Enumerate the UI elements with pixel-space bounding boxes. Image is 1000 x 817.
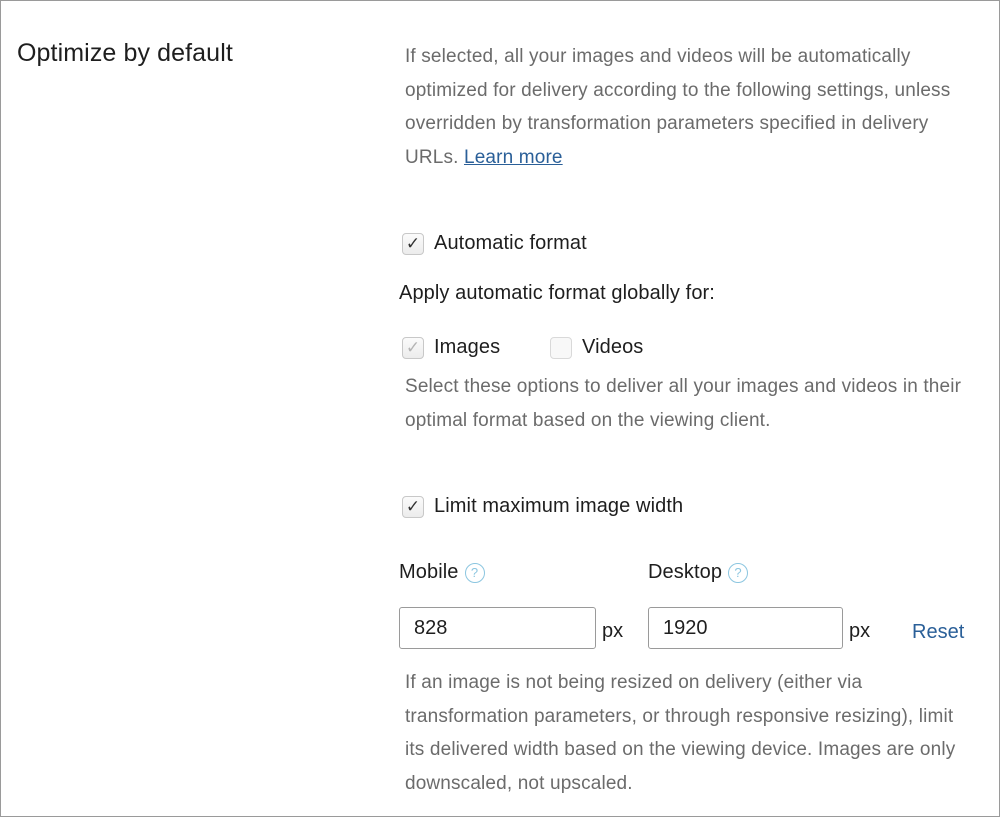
help-icon[interactable]: ?: [465, 563, 485, 583]
mobile-unit-label: px: [602, 620, 624, 642]
images-checkbox[interactable]: [402, 337, 424, 359]
apply-format-label: Apply automatic format globally for:: [399, 282, 715, 304]
limit-width-label[interactable]: Limit maximum image width: [434, 495, 684, 517]
help-icon[interactable]: ?: [728, 563, 748, 583]
mobile-label: Mobile: [399, 561, 459, 583]
mobile-label-row: [399, 561, 485, 584]
learn-more-link[interactable]: Learn more: [463, 146, 563, 168]
desktop-unit-label: px: [849, 620, 871, 642]
checkmark-icon: ✓: [405, 497, 421, 516]
format-description: Select these options to deliver all your images and videos in their optimal format based on the viewing client.: [405, 376, 962, 431]
limit-width-checkbox-row[interactable]: [402, 495, 683, 518]
images-label[interactable]: Images: [434, 336, 501, 358]
width-description: If an image is not being resized on delivery (either via transformation parameters, or through responsive resizing), limit its delivered width based on the viewing device. Images are only downscaled, not upscaled.: [405, 672, 956, 794]
videos-checkbox[interactable]: [550, 337, 572, 359]
mobile-width-input[interactable]: [399, 607, 596, 649]
videos-checkbox-row[interactable]: [550, 336, 643, 359]
desktop-width-input[interactable]: [648, 607, 843, 649]
automatic-format-checkbox[interactable]: [402, 233, 424, 255]
limit-width-checkbox[interactable]: [402, 496, 424, 518]
automatic-format-label[interactable]: Automatic format: [434, 232, 587, 254]
reset-link[interactable]: Reset: [912, 621, 965, 643]
desktop-label-row: [648, 561, 748, 584]
optimize-description: [405, 40, 975, 174]
checkmark-icon: ✓: [405, 338, 421, 357]
optimize-description-text: If selected, all your images and videos will be automatically optimized for delivery according to the following settings, unless overridden by transformation parameters specified in delivery URLs.: [405, 46, 951, 168]
videos-label[interactable]: Videos: [582, 336, 644, 358]
checkmark-icon: ✓: [405, 234, 421, 253]
desktop-label: Desktop: [648, 561, 723, 583]
automatic-format-checkbox-row[interactable]: [402, 232, 587, 255]
images-checkbox-row[interactable]: [402, 336, 500, 359]
section-title: Optimize by default: [17, 39, 233, 67]
